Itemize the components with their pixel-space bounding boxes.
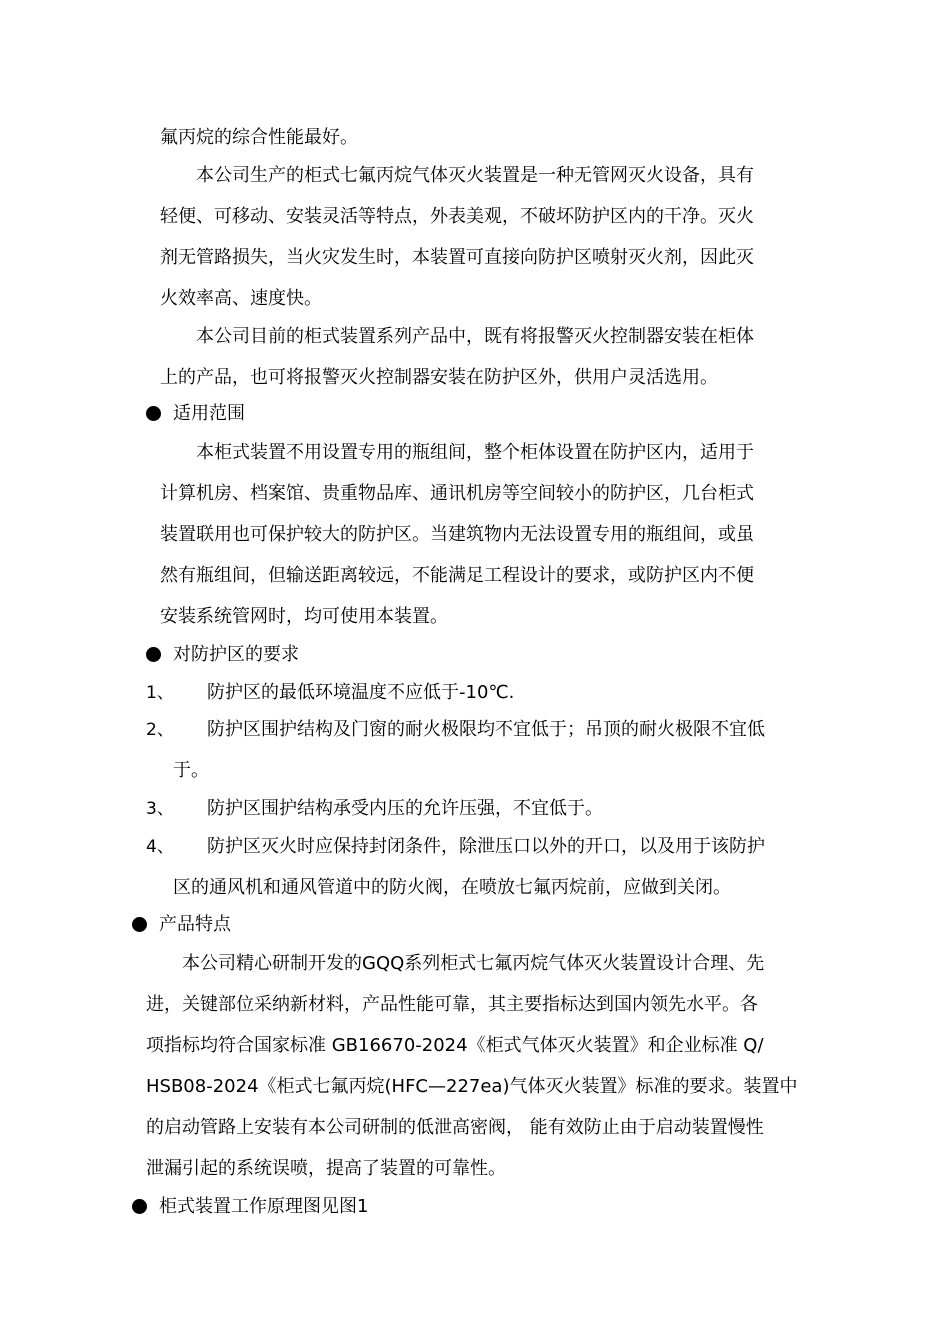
text-line: 项指标均符合国家标准 GB16670-2024《柜式气体灭火装置》和企业标准 Q/ bbox=[146, 1035, 764, 1056]
list-number: 2、 bbox=[146, 720, 174, 740]
text-line: 火效率高、速度快。 bbox=[160, 288, 322, 309]
bullet-icon bbox=[132, 917, 147, 932]
text-line: HSB08-2024《柜式七氟丙烷(HFC—227ea)气体灭火装置》标准的要求。装置中 bbox=[146, 1076, 798, 1097]
text-line: 上的产品，也可将报警灭火控制器安装在防护区外，供用户灵活选用。 bbox=[160, 367, 718, 388]
section-heading: 对防护区的要求 bbox=[173, 644, 299, 665]
section-heading: 产品特点 bbox=[159, 914, 231, 935]
text-line: 本公司精心研制开发的GQQ系列柜式七氟丙烷气体灭火装置设计合理、先 bbox=[182, 953, 765, 974]
bullet-icon bbox=[132, 1199, 147, 1214]
bullet-icon bbox=[146, 647, 161, 662]
text-line: 轻便、可移动、安装灵活等特点，外表美观，不破坏防护区内的干净。灭火 bbox=[160, 206, 754, 227]
text-line: 氟丙烷的综合性能最好。 bbox=[160, 127, 358, 148]
list-number: 1、 bbox=[146, 683, 174, 703]
text-line: 本柜式装置不用设置专用的瓶组间，整个柜体设置在防护区内，适用于 bbox=[196, 442, 754, 463]
text-line: 计算机房、档案馆、贵重物品库、通讯机房等空间较小的防护区，几台柜式 bbox=[160, 483, 754, 504]
text-line: 然有瓶组间，但输送距离较远，不能满足工程设计的要求，或防护区内不便 bbox=[160, 565, 754, 586]
section-heading: 柜式装置工作原理图见图1 bbox=[159, 1196, 369, 1217]
text-line: 安装系统管网时，均可使用本装置。 bbox=[160, 606, 448, 627]
text-line: 进，关键部位采纳新材料，产品性能可靠，其主要指标达到国内领先水平。各 bbox=[146, 994, 758, 1015]
list-number: 4、 bbox=[146, 837, 174, 857]
list-item-text: 防护区围护结构承受内压的允许压强，不宜低于。 bbox=[207, 798, 603, 819]
list-number: 3、 bbox=[146, 799, 174, 819]
text-line: 本公司目前的柜式装置系列产品中，既有将报警灭火控制器安装在柜体 bbox=[196, 326, 754, 347]
section-heading: 适用范围 bbox=[173, 403, 245, 424]
list-item-text: 区的通风机和通风管道中的防火阀，在喷放七氟丙烷前，应做到关闭。 bbox=[173, 877, 731, 898]
list-item-text: 防护区灭火时应保持封闭条件，除泄压口以外的开口，以及用于该防护 bbox=[207, 836, 765, 857]
text-line: 剂无管路损失，当火灾发生时，本装置可直接向防护区喷射灭火剂，因此灭 bbox=[160, 247, 754, 268]
list-item-text: 于。 bbox=[173, 760, 209, 781]
text-line: 装置联用也可保护较大的防护区。当建筑物内无法设置专用的瓶组间，或虽 bbox=[160, 524, 754, 545]
text-line: 的启动管路上安装有本公司研制的低泄高密阀， 能有效防止由于启动装置慢性 bbox=[146, 1117, 764, 1138]
bullet-icon bbox=[146, 406, 161, 421]
list-item-text: 防护区的最低环境温度不应低于-10℃. bbox=[207, 682, 515, 703]
text-line: 本公司生产的柜式七氟丙烷气体灭火装置是一种无管网灭火设备，具有 bbox=[196, 165, 754, 186]
text-line: 泄漏引起的系统误喷，提高了装置的可靠性。 bbox=[146, 1158, 506, 1179]
list-item-text: 防护区围护结构及门窗的耐火极限均不宜低于；吊顶的耐火极限不宜低 bbox=[207, 719, 765, 740]
